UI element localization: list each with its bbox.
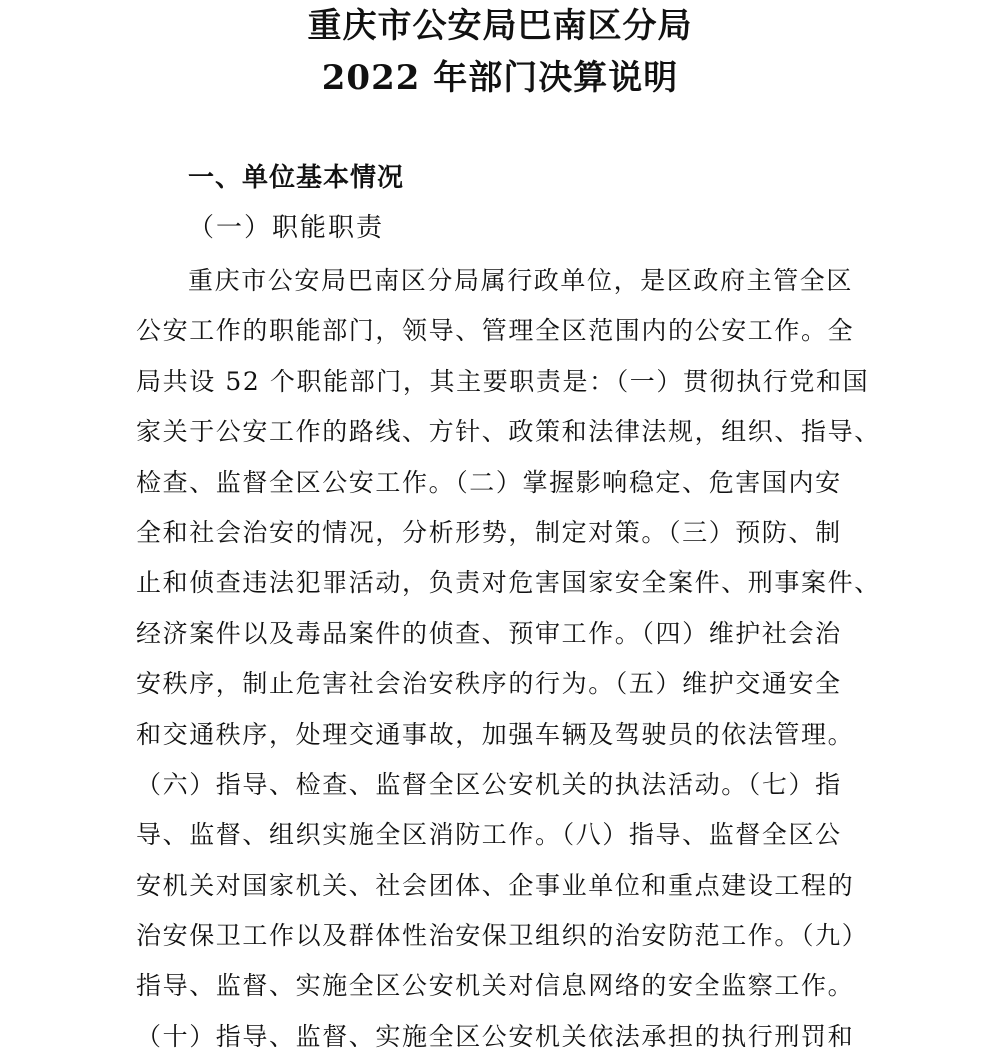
sub-heading: （一）职能职责 bbox=[188, 213, 385, 243]
body-line: 止和侦查违法犯罪活动，负责对危害国家安全案件、刑事案件、 bbox=[136, 568, 881, 598]
body-line: 检查、监督全区公安工作。（二）掌握影响稳定、危害国内安 bbox=[136, 467, 842, 497]
body-line: 家关于公安工作的路线、方针、政策和法律法规，组织、指导、 bbox=[136, 417, 881, 447]
body-paragraph bbox=[136, 256, 881, 1052]
body-line: （六）指导、检查、监督全区公安机关的执法活动。（七）指 bbox=[136, 769, 842, 799]
body-line: 指导、监督、实施全区公安机关对信息网络的安全监察工作。 bbox=[136, 971, 855, 1001]
title-line-report: 2022 年部门决算说明 bbox=[321, 58, 679, 98]
body-line: 治安保卫工作以及群体性治安保卫组织的治安防范工作。（九） bbox=[136, 921, 869, 951]
body-line: 局共设 52 个职能部门，其主要职责是：（一）贯彻执行党和国 bbox=[136, 366, 870, 396]
body-line: 和交通秩序，处理交通事故，加强车辆及驾驶员的依法管理。 bbox=[136, 719, 855, 749]
body-line: 导、监督、组织实施全区消防工作。（八）指导、监督全区公 bbox=[136, 820, 842, 850]
body-line: 安秩序，制止危害社会治安秩序的行为。（五）维护交通安全 bbox=[136, 669, 842, 699]
body-line: 安机关对国家机关、社会团体、企事业单位和重点建设工程的 bbox=[136, 870, 855, 900]
body-line: 经济案件以及毒品案件的侦查、预审工作。（四）维护社会治 bbox=[136, 618, 842, 648]
section-heading: 一、单位基本情况 bbox=[188, 163, 405, 193]
body-line: 公安工作的职能部门，领导、管理全区范围内的公安工作。全 bbox=[136, 316, 855, 346]
body-line: 全和社会治安的情况，分析形势，制定对策。（三）预防、制 bbox=[136, 517, 842, 547]
body-line: 重庆市公安局巴南区分局属行政单位，是区政府主管全区 bbox=[188, 266, 854, 295]
document-title bbox=[0, 0, 1000, 102]
body-line: （十）指导、监督、实施全区公安机关依法承担的执行刑罚和 bbox=[136, 1021, 855, 1051]
title-line-organization: 重庆市公安局巴南区分局 bbox=[307, 6, 693, 46]
